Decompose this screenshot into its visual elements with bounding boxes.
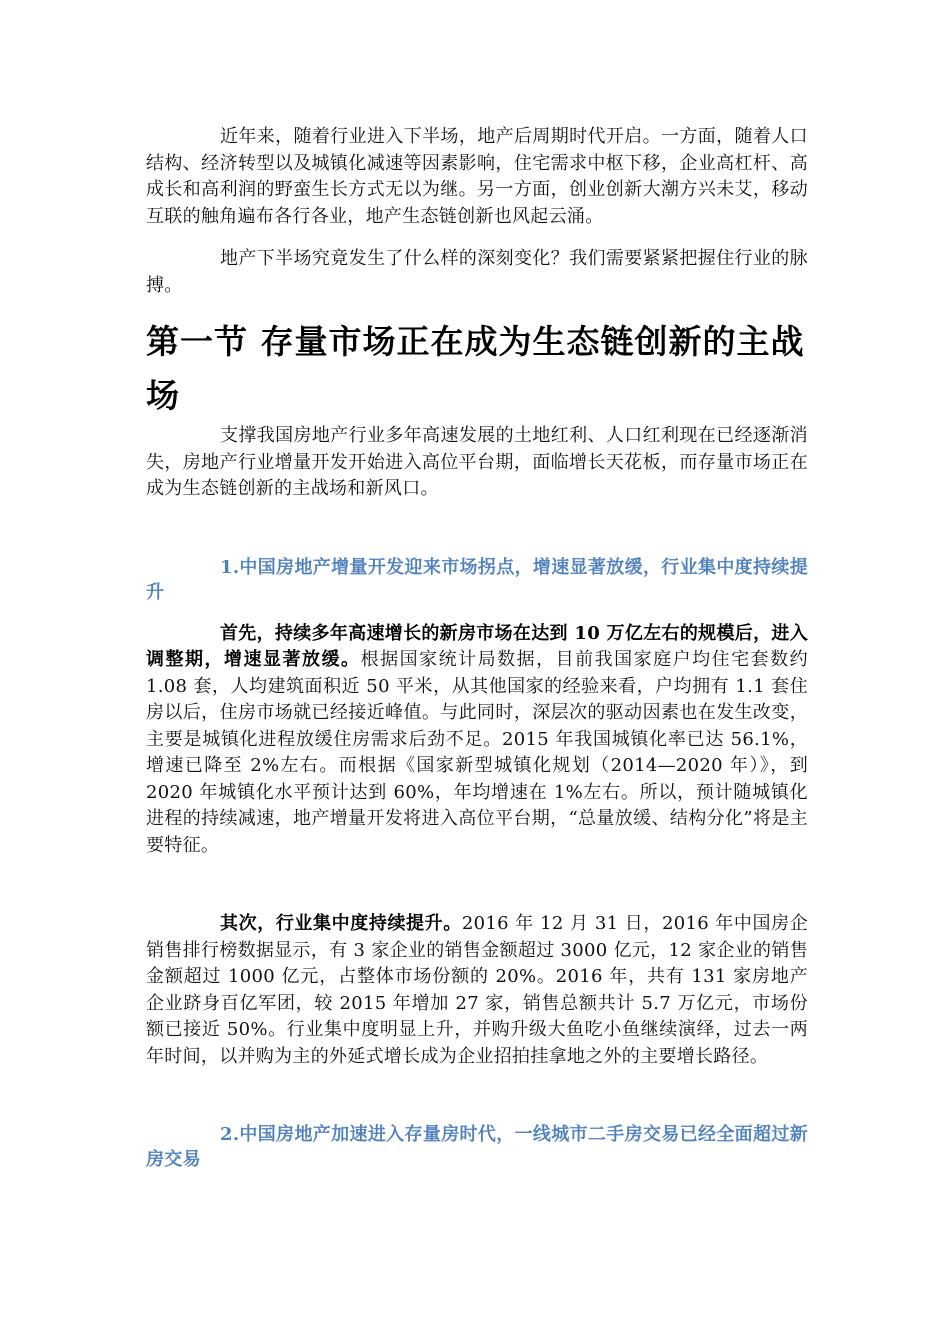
intro-paragraph-1: 近年来，随着行业进入下半场，地产后周期时代开启。一方面，随着人口结构、经济转型以及城镇化减速等因素影响，住宅需求中枢下移，企业高杠杆、高成长和高利润的野蛮生长方式无以为继。另一方面，创业创新大潮方兴未艾，移动互联的触角遍布各行各业，地产生态链创新也风起云涌。	[146, 126, 808, 227]
paragraph-lead-bold: 首先，持续多年高速增长的新房市场在达到 10 万亿左右的规模后，进入调整期，增速显著放缓。	[146, 622, 808, 670]
paragraph-body: 2016 年 12 月 31 日，2016 年中国房企销售排行榜数据显示，有 3 家企业的销售金额超过 3000 亿元，12 家企业的销售金额超过 1000 亿元，占整体市场份额的 20%。2016 年，共有 131 家房地产企业跻身百亿军团，较 2015 年增加 27 家，销售总额共计 5.7 万亿元，市场份额已接近 50%。行业集中度明显上升，并购升级大鱼吃小鱼继续演绎，过去一两年时间，以并购为主的外延式增长成为企业招拍挂拿地之外的主要增长路径。	[146, 913, 808, 1067]
subsection-heading-2: 2.中国房地产加速进入存量房时代，一线城市二手房交易已经全面超过新房交易	[146, 1124, 808, 1170]
paragraph-lead-bold: 其次，行业集中度持续提升。	[220, 913, 462, 934]
document-page	[146, 124, 808, 1172]
section-intro-paragraph: 支撑我国房地产行业多年高速发展的土地红利、人口红利现在已经逐渐消失，房地产行业增量开发开始进入高位平台期，面临增长天花板，而存量市场正在成为生态链创新的主战场和新风口。	[146, 425, 808, 499]
subsection-heading-1: 1.中国房地产增量开发迎来市场拐点，增速显著放缓，行业集中度持续提升	[146, 556, 808, 603]
subsection-1-paragraph-1	[146, 621, 808, 860]
paragraph-body: 根据国家统计局数据，目前我国家庭户均住宅套数约 1.08 套，人均建筑面积近 50 平米，从其他国家的经验来看，户均拥有 1.1 套住房以后，住房市场就已经接近峰值。与此同时，深层次的驱动因素也在发生改变，主要是城镇化进程放缓住房需求后劲不足。2015 年我国城镇化率已达 56.1%，增速已降至 2%左右。而根据《国家新型城镇化规划（2014—2020 年）》，到 2020 年城镇化水平预计达到 60%，年均增速在 1%左右。所以，预计随城镇化进程的持续减速，地产增量开发将进入高位平台期，“总量放缓、结构分化”将是主要特征。	[146, 649, 808, 856]
intro-paragraph-2: 地产下半场究竟发生了什么样的深刻变化？我们需要紧紧把握住行业的脉搏。	[146, 248, 808, 296]
subsection-1-paragraph-2	[146, 911, 808, 1070]
section-title: 第一节 存量市场正在成为生态链创新的主战场	[146, 322, 805, 415]
